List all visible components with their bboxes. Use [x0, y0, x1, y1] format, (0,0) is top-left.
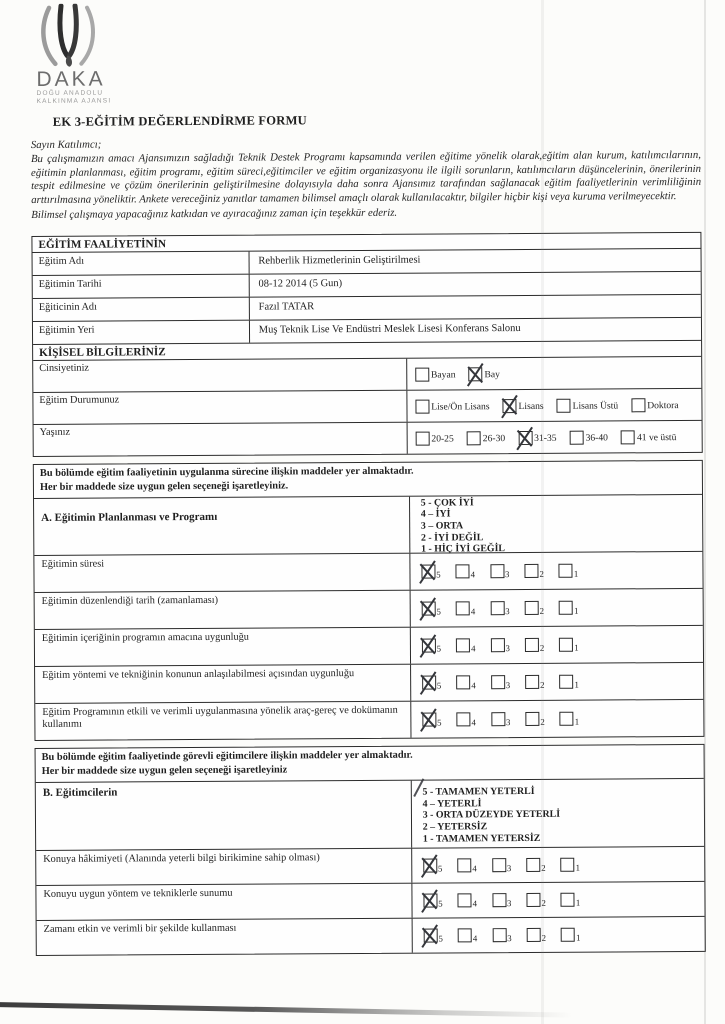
checkbox-option[interactable]	[422, 675, 441, 689]
checkbox-icon[interactable]	[492, 858, 506, 872]
checkbox-option-label: Bayan	[430, 369, 456, 381]
checkbox-icon[interactable]	[524, 564, 538, 578]
checkbox-option-label: 5	[438, 898, 443, 909]
checkbox-option[interactable]	[456, 601, 475, 615]
checkbox-icon[interactable]	[525, 638, 539, 652]
checkbox-option-label: 3	[507, 932, 512, 943]
checkbox-icon[interactable]	[458, 928, 472, 942]
field-value: Muş Teknik Lise Ve Endüstri Meslek Lisesi Konferans Salonu	[258, 322, 521, 336]
intro-paragraph: Bu çalışmamızın amacı Ajansımızın sağladığı Teknik Destek Programı kapsamında verilen eğitime yönelik olarak,eğitim alan kurum, katılımcılarının, eğitimin planlanması, eğitim programı, eğitim süreci,eğitimciler ve eğitim organizasyonu ile ilgili sorunların, katılımcıların düşüncelerinin, önerilerinin tespit edilmesine ve çözüm önerilerinin geliştirilmesine dolayısıyla daha sonra Ajansımız tarafından sağlanacak eğitim faaliyetlerinin verimliliğinin arttırılmasına yöneliktir. Ankete vereceğiniz yanıtlar tamamen bilimsel amaçlı olarak kullanılacaktır, bilgiler hiçbir kişi veya kuruma verilmeyecektir.	[30, 148, 702, 207]
checkbox-option-label: Lisans Üstü	[572, 400, 619, 412]
checkbox-option-label: 20-25	[431, 433, 454, 445]
checkbox-checked-icon[interactable]	[503, 399, 517, 413]
rating-cell	[410, 589, 702, 627]
field-label: Eğitimin Yeri	[33, 320, 250, 343]
checkbox-option[interactable]	[559, 563, 578, 577]
checkbox-option-label: 3	[507, 897, 512, 908]
checkbox-option-label: Lisans	[518, 400, 544, 412]
field-label: Cinsiyetiniz	[33, 358, 407, 391]
checkbox-option-label: 26-30	[482, 432, 506, 445]
logo-subline-1: DOĞU ANADOLU	[36, 89, 104, 97]
scale-line: 3 – ORTA	[420, 520, 464, 532]
rating-cell	[412, 917, 704, 953]
checkbox-icon[interactable]	[559, 563, 573, 577]
rating-item-label: Eğitimin düzenlendiği tarih (zamanlaması)	[35, 590, 411, 628]
rating-scale-legend	[422, 782, 560, 845]
checkbox-option-label: 4	[471, 643, 476, 654]
checkbox-option-label: 2	[541, 932, 547, 943]
checkbox-option[interactable]	[621, 430, 677, 444]
rating-checkbox-group	[423, 927, 580, 942]
scan-artifact-edge-line	[704, 0, 706, 1024]
rating-cell	[410, 552, 702, 590]
section-b-note	[36, 745, 704, 783]
checkbox-icon[interactable]	[457, 858, 471, 872]
rating-checkbox-group	[423, 857, 580, 872]
scale-line: 1 - TAMAMEN YETERSİZ	[422, 832, 541, 845]
checkbox-checked-icon[interactable]	[468, 368, 482, 382]
checkbox-option[interactable]	[421, 601, 440, 615]
checkbox-option-label: 1	[576, 932, 581, 943]
checkbox-option[interactable]	[561, 892, 580, 906]
rating-row	[36, 882, 704, 921]
checkbox-option[interactable]	[490, 564, 509, 578]
gender-checkbox-group	[415, 367, 500, 382]
checkbox-checked-icon[interactable]	[518, 431, 532, 445]
checkbox-icon[interactable]	[415, 400, 429, 414]
rating-row	[37, 917, 705, 955]
checkbox-option[interactable]	[561, 857, 580, 871]
checkbox-icon[interactable]	[527, 928, 541, 942]
checkbox-option[interactable]	[421, 564, 440, 578]
checkbox-option-label: 3	[504, 568, 510, 579]
checkbox-option-label: 5	[438, 933, 443, 944]
checkbox-icon[interactable]	[570, 431, 584, 445]
checkbox-icon[interactable]	[491, 675, 505, 689]
rating-row	[36, 847, 704, 886]
checkbox-option-label: 4	[471, 717, 476, 728]
checkbox-icon[interactable]	[561, 927, 575, 941]
checkbox-option[interactable]	[415, 432, 453, 446]
scale-line: 1 - HİÇ İYİ GEĞİL	[421, 543, 506, 555]
checkbox-option[interactable]	[415, 368, 456, 382]
checkbox-checked-icon[interactable]	[422, 638, 436, 652]
intro-text	[31, 135, 701, 223]
section-a-title: A. Eğitimin Planlanması ve Programı	[34, 496, 410, 554]
section-b-scale-cell	[411, 779, 704, 848]
checkbox-option-label: Lise/Ön Lisans	[431, 400, 490, 413]
checkbox-icon[interactable]	[560, 711, 574, 725]
checkbox-option-label: 5	[436, 680, 442, 691]
checkbox-icon[interactable]	[621, 431, 635, 445]
rating-item-label: Eğitimin içeriğinin programın amacına uygunluğu	[35, 627, 411, 665]
rating-row	[35, 626, 703, 667]
checkbox-option[interactable]	[492, 893, 511, 907]
checkbox-option-label: 4	[471, 680, 476, 691]
checkbox-option[interactable]	[456, 712, 475, 726]
rating-checkbox-group	[423, 892, 580, 907]
checkbox-icon[interactable]	[467, 432, 481, 446]
checkbox-icon[interactable]	[456, 564, 470, 578]
checkbox-icon[interactable]	[415, 432, 429, 446]
checkbox-icon[interactable]	[557, 399, 571, 413]
checkbox-option[interactable]	[561, 927, 580, 941]
rating-row	[35, 700, 703, 740]
checkbox-icon[interactable]	[559, 600, 573, 614]
checkbox-checked-icon[interactable]	[421, 601, 435, 615]
scale-line: 3 - ORTA DÜZEYDE YETERLİ	[422, 809, 561, 822]
checkbox-option[interactable]	[458, 928, 477, 942]
checkbox-icon[interactable]	[456, 638, 470, 652]
rating-checkbox-group	[422, 674, 579, 689]
checkbox-icon[interactable]	[492, 928, 506, 942]
checkbox-option-label: 41 ve üstü	[636, 431, 677, 444]
scan-artifact-vertical-line	[541, 0, 547, 1024]
intro-salutation: Sayın Katılımcı;	[30, 138, 102, 151]
rating-cell	[411, 663, 703, 701]
checkbox-option[interactable]	[491, 675, 510, 689]
checkbox-option[interactable]	[559, 600, 578, 614]
checkbox-option-label: Doktora	[647, 399, 679, 412]
field-label: Eğiticinin Adı	[33, 297, 250, 320]
checkbox-option-label: 1	[574, 679, 579, 690]
scale-line: 5 - ÇOK İYİ	[420, 497, 474, 509]
field-options-cell	[407, 389, 701, 422]
section-a-table	[33, 460, 705, 741]
scale-line: 5 - TAMAMEN YETERLİ	[422, 786, 535, 798]
rating-checkbox-group	[422, 637, 579, 652]
rating-item-label: Zamanı etkin ve verimli bir şekilde kullanması	[37, 918, 413, 954]
checkbox-option[interactable]	[559, 674, 578, 688]
checkbox-icon[interactable]	[456, 675, 470, 689]
checkbox-option[interactable]	[468, 367, 500, 381]
checkbox-icon[interactable]	[415, 368, 429, 382]
checkbox-checked-icon[interactable]	[423, 858, 437, 872]
checkbox-option[interactable]	[490, 601, 509, 615]
rating-item-label: Eğitim Programının etkili ve verimli uygulanmasına yönelik araç-gereç ve dokümanın kullanımı	[35, 701, 411, 739]
table-row	[33, 389, 701, 425]
checkbox-option-label: 5	[436, 606, 441, 617]
checkbox-icon[interactable]	[559, 637, 573, 651]
checkbox-option-label: 1	[574, 605, 579, 616]
section-b-title: B. Eğitimcilerin	[36, 780, 412, 849]
scale-line: 2 – YETERSİZ	[422, 821, 488, 833]
checkbox-option-label: 4	[470, 569, 476, 580]
rating-scale-legend	[421, 493, 505, 555]
logo-acronym: DAKA	[36, 67, 106, 91]
checkbox-icon[interactable]	[561, 892, 575, 906]
checkbox-option-label: 4	[472, 898, 478, 909]
rating-cell	[412, 882, 704, 918]
checkbox-option-label: 1	[574, 642, 579, 653]
checkbox-option-label: 1	[573, 568, 579, 579]
note-line-2: Her bir maddede size uygun gelen seçeneği işaretleyiniz	[41, 764, 288, 777]
rating-cell	[411, 700, 703, 738]
checkbox-option[interactable]	[492, 858, 511, 872]
rating-row	[35, 663, 703, 704]
checkbox-icon[interactable]	[490, 564, 504, 578]
checkbox-option-label: 1	[575, 862, 581, 873]
checkbox-option[interactable]	[560, 711, 579, 725]
note-line-1: Bu bölümde eğitim faaliyetinde görevli eğitimcilere ilişkin maddeler yer almaktadır.	[41, 749, 413, 763]
checkbox-option[interactable]	[458, 893, 477, 907]
checkbox-icon[interactable]	[526, 893, 540, 907]
checkbox-option[interactable]	[559, 637, 578, 651]
checkbox-option-label: 2	[541, 897, 546, 908]
checkbox-option[interactable]	[422, 638, 441, 652]
checkbox-option[interactable]	[415, 399, 489, 413]
section-b-table	[35, 744, 706, 956]
checkbox-icon[interactable]	[525, 601, 539, 615]
checkbox-option[interactable]	[456, 564, 475, 578]
rating-item-label: Eğitimin süresi	[34, 553, 410, 591]
personal-table-header: KİŞİSEL BİLGİLERİNİZ	[33, 341, 701, 361]
checkbox-option-label: 2	[541, 862, 546, 873]
checkbox-checked-icon[interactable]	[421, 564, 435, 578]
rating-item-label: Eğitim yöntemi ve tekniğinin konunun anlaşılabilmesi açısından uygunluğu	[35, 664, 411, 702]
scale-line: 4 – İYİ	[420, 508, 451, 521]
checkbox-checked-icon[interactable]	[422, 712, 436, 726]
checkbox-icon[interactable]	[456, 601, 470, 615]
checkbox-option[interactable]	[456, 675, 475, 689]
checkbox-option[interactable]	[492, 928, 511, 942]
checkbox-option[interactable]	[467, 431, 505, 445]
daka-logo	[36, 0, 701, 105]
scale-line: 4 – YETERLİ	[422, 798, 482, 810]
section-b-head-row	[36, 779, 704, 851]
checkbox-checked-icon[interactable]	[422, 675, 436, 689]
checkbox-option[interactable]	[557, 399, 619, 413]
checkbox-icon[interactable]	[458, 893, 472, 907]
logo-subline-2: KALKINMA AJANSI	[36, 97, 112, 105]
checkbox-option[interactable]	[422, 712, 441, 726]
field-options-cell	[407, 421, 701, 454]
rating-checkbox-group	[422, 711, 579, 726]
checkbox-option[interactable]	[456, 638, 475, 652]
field-label: Eğitim Adı	[33, 251, 250, 274]
checkbox-option-label: 5	[436, 569, 441, 580]
checkbox-option[interactable]	[457, 858, 476, 872]
checkbox-icon[interactable]	[525, 712, 539, 726]
checkbox-option-label: 3	[505, 716, 511, 727]
checkbox-icon[interactable]	[490, 638, 504, 652]
rating-item-label: Konuyu uygun yöntem ve tekniklerle sunumu	[36, 883, 412, 919]
checkbox-icon[interactable]	[456, 712, 470, 726]
checkbox-option-label: 1	[575, 897, 581, 908]
checkbox-option-label: 4	[470, 606, 476, 617]
checkbox-checked-icon[interactable]	[423, 893, 437, 907]
checkbox-option-label: Bay	[484, 368, 501, 381]
checkbox-option[interactable]	[491, 712, 510, 726]
training-info-table	[31, 232, 702, 457]
table-row	[34, 421, 702, 456]
rating-item-label: Konuya hâkimiyeti (Alanında yeterli bilgi birikimine sahip olması)	[36, 848, 412, 884]
training-table-header: EĞİTİM FAALİYETİNİN	[32, 233, 700, 253]
checkbox-option-label: 2	[540, 679, 545, 690]
field-label: Yaşınız	[34, 422, 408, 455]
checkbox-option-label: 3	[505, 679, 511, 690]
checkbox-option-label: 3	[505, 605, 510, 616]
section-a-head-row	[34, 495, 702, 556]
field-value: Fazıl TATAR	[258, 301, 315, 313]
section-a-note	[34, 461, 702, 499]
checkbox-option[interactable]	[490, 638, 509, 652]
checkbox-icon[interactable]	[492, 893, 506, 907]
checkbox-option-label: 5	[436, 643, 442, 654]
checkbox-option[interactable]	[423, 928, 442, 942]
checkbox-option-label: 2	[540, 716, 545, 727]
checkbox-icon[interactable]	[525, 675, 539, 689]
checkbox-option[interactable]	[518, 431, 556, 445]
education-checkbox-group	[415, 398, 679, 414]
note-line-2: Her bir maddede size uygun gelen seçeneği işaretleyiniz.	[39, 480, 289, 493]
checkbox-checked-icon[interactable]	[423, 928, 437, 942]
field-options-cell	[407, 357, 701, 390]
checkbox-icon[interactable]	[491, 712, 505, 726]
age-checkbox-group	[415, 430, 676, 446]
form-title: EK 3-EĞİTİM DEĞERLENDİRME FORMU	[52, 113, 308, 129]
checkbox-option[interactable]	[423, 893, 442, 907]
field-label: Eğitim Durumunuz	[33, 390, 407, 423]
checkbox-option-label: 2	[539, 605, 545, 616]
checkbox-option-label: 4	[472, 933, 478, 944]
checkbox-icon[interactable]	[559, 674, 573, 688]
table-row	[33, 357, 701, 393]
checkbox-icon[interactable]	[631, 399, 645, 413]
checkbox-option-label: 3	[505, 642, 510, 653]
checkbox-option-label: 1	[574, 716, 580, 727]
section-a-scale-cell	[410, 495, 703, 553]
checkbox-icon[interactable]	[561, 857, 575, 871]
checkbox-option-label: 5	[437, 863, 443, 874]
checkbox-option-label: 5	[437, 717, 442, 728]
checkbox-option-label: 2	[539, 568, 544, 579]
checkbox-option-label: 31-35	[534, 432, 557, 444]
field-value: Rehberlik Hizmetlerinin Geliştirilmesi	[258, 254, 421, 267]
rating-cell	[411, 626, 703, 664]
checkbox-option[interactable]	[503, 399, 544, 413]
checkbox-option-label: 4	[472, 863, 477, 874]
checkbox-icon[interactable]	[526, 858, 540, 872]
field-label: Eğitimin Tarihi	[33, 274, 250, 297]
rating-checkbox-group	[421, 563, 578, 578]
intro-thanks: Bilimsel çalışmaya yapacağınız katkıdan ve ayıracağınız zaman için teşekkür ederiz.	[31, 206, 398, 221]
checkbox-option-label: 3	[506, 862, 512, 873]
note-line-1: Bu bölümde eğitim faaliyetinin uygulanma sürecine ilişkin maddeler yer almaktadır.	[39, 465, 414, 479]
checkbox-option[interactable]	[423, 858, 442, 872]
scale-line: 2 - İYİ DEĞİL	[420, 531, 484, 544]
field-value: 08-12 2014 (5 Gun)	[258, 277, 343, 290]
scan-artifact-bottom-streak	[0, 1002, 572, 1018]
rating-checkbox-group	[421, 600, 578, 615]
checkbox-option-label: 2	[539, 642, 545, 653]
rating-cell	[412, 847, 704, 883]
checkbox-icon[interactable]	[490, 601, 504, 615]
checkbox-option-label: 36-40	[585, 432, 608, 444]
tulip-logo-icon	[36, 4, 100, 70]
checkbox-option[interactable]	[570, 431, 608, 445]
checkbox-option[interactable]	[631, 398, 679, 412]
rating-row	[34, 552, 702, 593]
rating-row	[35, 589, 703, 630]
